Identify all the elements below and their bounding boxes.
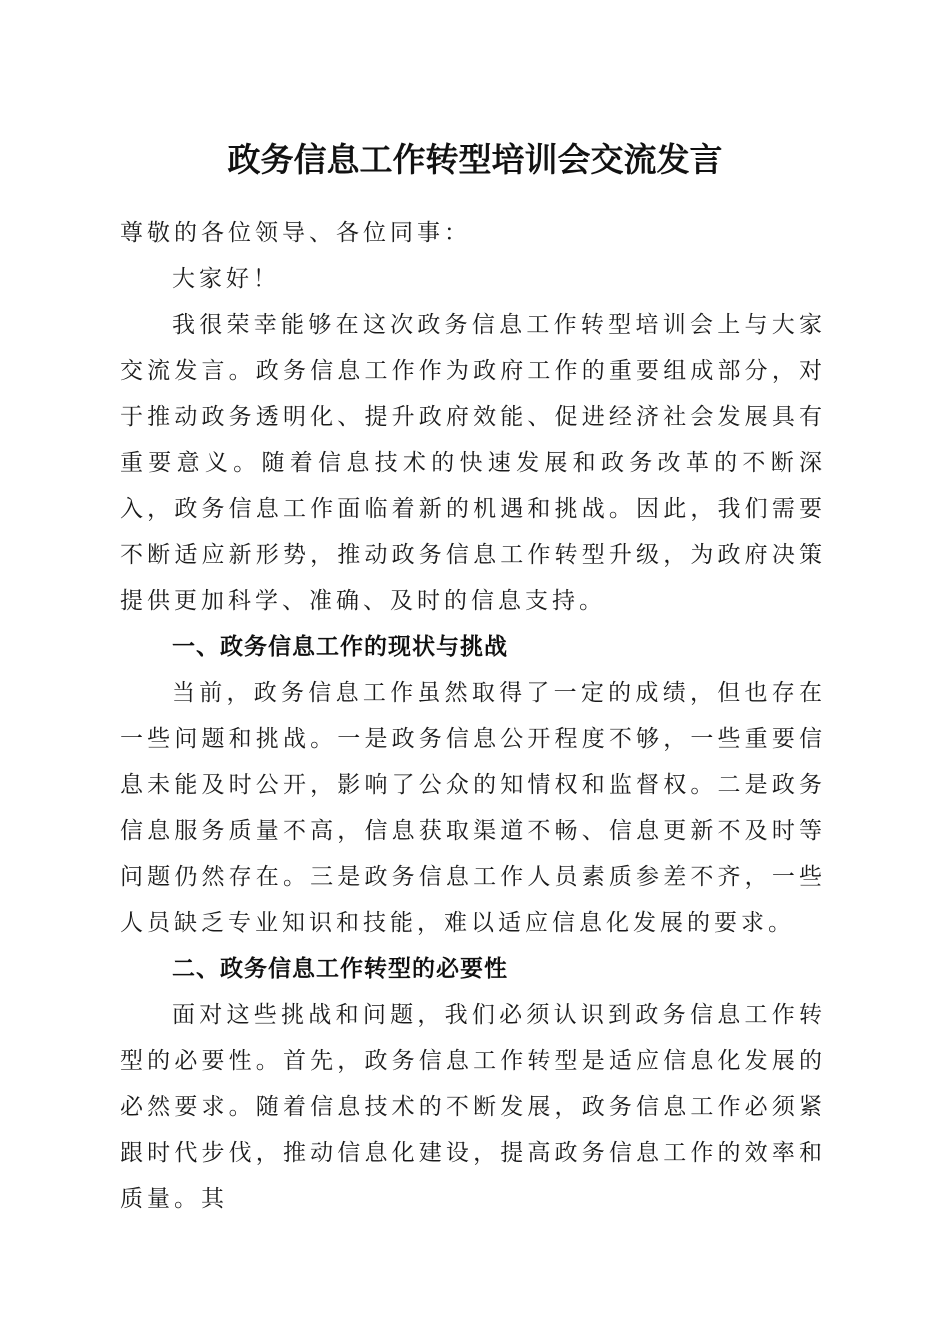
salutation: 尊敬的各位领导、各位同事： — [120, 220, 471, 246]
document-title: 政务信息工作转型培训会交流发言 — [227, 140, 723, 179]
section-2-paragraph: 面对这些挑战和问题，我们必须认识到政务信息工作转型的必要性。首先，政务信息工作转型是适应信息化发展的必然要求。随着信息技术的不断发展，政务信息工作必须紧跟时代步伐，推动信息化建设，提高政务信息工作的效率和质量。其 — [120, 1002, 826, 1212]
intro-paragraph: 我很荣幸能够在这次政务信息工作转型培训会上与大家交流发言。政务信息工作作为政府工作的重要组成部分，对于推动政务透明化、提升政府效能、促进经济社会发展具有重要意义。随着信息技术的快速发展和政务改革的不断深入，政务信息工作面临着新的机遇和挑战。因此，我们需要不断适应新形势，推动政务信息工作转型升级，为政府决策提供更加科学、准确、及时的信息支持。 — [120, 312, 826, 614]
section-heading-2: 二、政务信息工作转型的必要性 — [172, 956, 508, 982]
document-body — [120, 210, 826, 1222]
section-heading-1: 一、政务信息工作的现状与挑战 — [172, 634, 508, 660]
greeting: 大家好！ — [172, 266, 280, 292]
section-1-paragraph: 当前，政务信息工作虽然取得了一定的成绩，但也存在一些问题和挑战。一是政务信息公开程度不够，一些重要信息未能及时公开，影响了公众的知情权和监督权。二是政务信息服务质量不高，信息获取渠道不畅、信息更新不及时等问题仍然存在。三是政务信息工作人员素质参差不齐，一些人员缺乏专业知识和技能，难以适应信息化发展的要求。 — [120, 680, 826, 936]
